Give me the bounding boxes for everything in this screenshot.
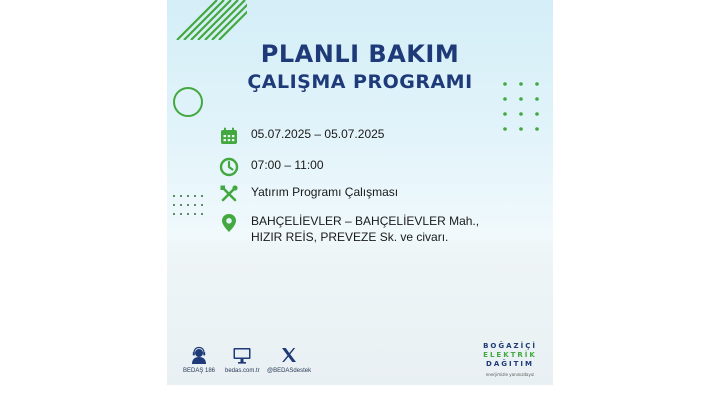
- phone-label: BEDAŞ 186: [183, 368, 216, 374]
- social-handle-label: @BEDASdestek: [267, 368, 312, 374]
- social-link[interactable]: [267, 345, 311, 374]
- location-line-2: HIZIR REİS, PREVEZE Sk. ve civarı.: [251, 230, 449, 244]
- logo-line-3: DAĞITIM: [486, 360, 534, 368]
- work-type-text: Yatırım Programı Çalışması: [251, 185, 399, 199]
- location-line-1: BAHÇELİEVLER – BAHÇELİEVLER Mah.,: [251, 214, 480, 228]
- date-row: [219, 126, 384, 146]
- logo-line-2: ELEKTRİK: [483, 351, 537, 359]
- headset-icon: [189, 345, 209, 365]
- monitor-icon: [232, 345, 252, 365]
- website-label: bedas.com.tr: [225, 368, 260, 374]
- time-row: [219, 157, 324, 177]
- clock-icon: [219, 157, 239, 177]
- announcement-card: [167, 0, 553, 385]
- x-logo-icon: [279, 345, 299, 365]
- location-row: [219, 213, 479, 245]
- page-subtitle: ÇALIŞMA PROGRAMI: [247, 71, 473, 93]
- logo-tagline: enerjimizle yanınızdayız: [485, 372, 535, 377]
- logo-line-1: BOĞAZİÇİ: [483, 342, 537, 350]
- time-range-text: 07:00 – 11:00: [251, 158, 324, 172]
- map-pin-icon: [219, 213, 239, 233]
- work-type-row: [219, 184, 398, 204]
- calendar-icon: [219, 126, 239, 146]
- diagonal-stripes-decoration: [167, 0, 247, 40]
- date-range-text: 05.07.2025 – 05.07.2025: [251, 127, 385, 141]
- company-logo: [479, 342, 541, 379]
- call-center-link[interactable]: [183, 345, 215, 374]
- page-title: PLANLI BAKIM: [260, 40, 460, 68]
- website-link[interactable]: [225, 345, 260, 374]
- dot-grid-decoration-left: [171, 193, 205, 223]
- tools-icon: [219, 184, 239, 204]
